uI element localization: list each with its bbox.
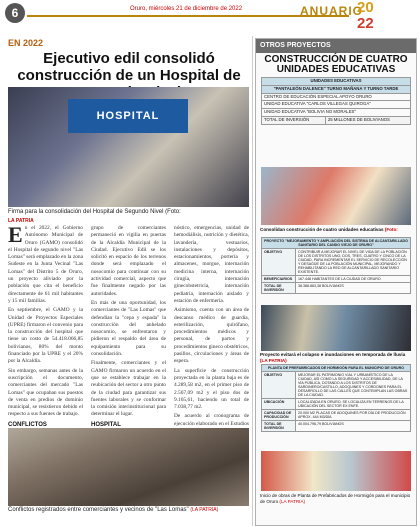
table-cell: UNIDADES EDUCATIVAS bbox=[262, 78, 411, 86]
paragraph: En más de una oportunidad, los comerciantes de "Las Lomas" que defendían la "cepa y espada" la construcción del anhelado nosocomio, se enfrentaron y pidieron el respaldo del área de equipamiento para su consolidación. bbox=[91, 299, 166, 358]
paragraph: nóstico, emergencias, unidad de hemodiálisis, nutrición y dietética, lavandería, vestuarios, instalaciones y depósitos, estacionamientos, portería y almacenes, morgue, internación medicina interna, internación cirugía, internación ginecobstetricia, internación pediatría, internación aislado y estación de enfermería. bbox=[174, 225, 249, 304]
plant-table bbox=[261, 364, 411, 432]
sidebar-header: OTROS PROYECTOS bbox=[256, 39, 416, 53]
table-cell: LOCALIZADA EN ORURO, SE LOCALIZA EN TERRENOS DE LA UBICACIÓN DEL SECTOR EX ENFE. bbox=[296, 399, 411, 410]
sewer-table bbox=[261, 237, 411, 294]
table-cell: MEJORAR EL PATRIMONIO VIAL Y URBANÍSTICO DE LA CIUDAD, ASÍ COMO LA SEGURIDAD Y ACCESIBILIDAD, DE LA VÍA PÚBLICA, DOTANDO A LOS DISTRITOS DE SARDINERO/CASTILLO, ADOQUINES Y CORDONES PARA EL DESARROLLO DE LAS CALLES QUE CONTEMPLAN LAS OBRAS DE LA CIUDAD. bbox=[296, 372, 411, 399]
table-cell: BENEFICIARIOS bbox=[262, 276, 296, 283]
sewer-caption-src: (LA PATRIA) bbox=[260, 358, 287, 363]
paragraph: Finalmente, comerciantes y el GAMO firmaron un acuerdo en el que se establece trabajar en la reubicación del sector a otro punto de la ciudad para garantizar sus fuentes laborales y se conformar la comisión interinstitucional para determinar el lugar. bbox=[91, 360, 166, 418]
year-logo bbox=[357, 0, 413, 34]
column-divider bbox=[252, 36, 253, 526]
table-cell: 38.388.863,38 BOLIVIANOS bbox=[296, 283, 411, 294]
plant-caption-text: Inicio de obras de Planta de Prefabricados de Hormigón para el municipio de Oruro bbox=[260, 493, 411, 504]
photo-sign: HOSPITAL bbox=[68, 99, 188, 133]
table-cell: PLANTA DE PREFABRICADOS DE HORMIGÓN PARA EL MUNICIPIO DE ORURO bbox=[262, 365, 411, 372]
table-cell: TOTAL DE INVERSIÓN bbox=[262, 283, 296, 294]
photo2-caption bbox=[8, 507, 249, 513]
year-bottom: 22 bbox=[357, 15, 374, 32]
sidebar-title: CONSTRUCCIÓN DE CUATRO UNIDADES EDUCATIVAS bbox=[264, 54, 408, 75]
paragraph: Sin embargo, semanas antes de la suscripción el documento, comerciantes del mercado "Las Lomas" que ocupaban sus puestos de venta en predios de dominio municipal, se resistieron debido el respecto a sus fuentes de trabajo. bbox=[8, 367, 83, 418]
plant-caption bbox=[260, 493, 414, 505]
photo2-caption-src: (LA PATRIA) bbox=[190, 507, 219, 513]
sewer-caption-text: Proyecto evitará el colapso e inundaciones en temporada de lluvia bbox=[260, 352, 406, 357]
table-cell: 20.000 M2 PLACAS DE ADOQUINES POR DÍA DE PRODUCCIÓN APROX. 444 M3/DÍA bbox=[296, 410, 411, 421]
subheading: CONFLICTOS bbox=[8, 421, 47, 428]
photo-caption-text: Firma para la consolidación del Hospital de Segundo Nivel bbox=[8, 209, 164, 215]
table-cell: "PANTALEÓN DALENCE" TURNO MAÑANA Y TURNO TARDE bbox=[262, 85, 411, 93]
schools-caption bbox=[260, 227, 414, 233]
paragraph: grupo de comerciantes permaneció en vigilia en puertas de la Alcaldía Municipal de la Ciudad. Ejecutivo Edil se los solicitó en espacio de los terrenos donde será emplazado el nosocomio para continuar con su actividad comercial, aspecto que fue finalmente negado por las autoridades. bbox=[91, 225, 166, 297]
column-3 bbox=[174, 225, 249, 426]
sewer-caption bbox=[260, 352, 414, 364]
plant-caption-src: (LA PATRIA) bbox=[279, 499, 306, 504]
headline: Ejecutivo edil consolidó construcción de un Hospital de bbox=[17, 50, 241, 84]
column-1 bbox=[8, 222, 83, 428]
table-cell: CENTRO DE EDUCACIÓN ESPECIAL APOYO ORURO bbox=[262, 93, 411, 101]
sewer-photo bbox=[261, 305, 411, 351]
paragraph: De acuerdo al cronograma de ejecución elaborado en el Estudios bbox=[174, 413, 249, 427]
plant-photo bbox=[261, 451, 411, 491]
table-cell: CONTRIBUIR A MEJORAR EL NIVEL DE VIDA DE LA POBLACIÓN DE LOS DISTRITOS UNO, DOS, TRES, CUATRO Y CINCO DE LA CIUDAD, PARA INCREMENTAR EL SERVICIO DE RECOLECCIÓN Y DESAGÜE DE LA POBLACIÓN MUNICIPAL, MEJORANDO Y REHABILITANDO LA RED DE ALCANTARILLADO SANITARIO EXISTENTE. bbox=[296, 249, 411, 276]
table-cell: OBJETIVO bbox=[262, 249, 296, 276]
conflict-photo bbox=[8, 428, 249, 506]
schools-table bbox=[261, 77, 411, 125]
dateline: Oruro, miércoles 21 de diciembre de 2022 bbox=[130, 6, 243, 12]
table-cell: 25 MILLONES DE BOLIVIANOS bbox=[325, 116, 410, 124]
sidebar-box bbox=[255, 38, 417, 526]
year-top: 20 bbox=[357, 0, 374, 16]
source-tag: LA PATRIA bbox=[8, 218, 34, 224]
table-cell: 40.004.796,79 BOLIVIANOS bbox=[296, 421, 411, 432]
article-body bbox=[8, 222, 250, 428]
table-cell: UBICACIÓN bbox=[262, 399, 296, 410]
section-label: EN 2022 bbox=[8, 38, 44, 48]
table-cell: TOTAL DE INVERSIÓN bbox=[262, 116, 326, 124]
table-cell: OBJETIVO bbox=[262, 372, 296, 399]
schools-photo bbox=[261, 167, 411, 225]
table-cell: 167.448 HABITANTES DE LA CIUDAD DE ORURO bbox=[296, 276, 411, 283]
table-cell: UNIDAD EDUCATIVA "CARLOS VILLEGAS QUIROGA" bbox=[262, 101, 411, 109]
paragraph: La superficie de construcción proyectada en la planta baja es de 4.289,58 m2, en el primer piso de 2.567,09 m2 y el piso dos de 9.165,61, haciendo un total de 7.038,77 m2. bbox=[174, 367, 249, 411]
photo-caption-src: (Foto: bbox=[165, 209, 181, 215]
table-cell: TOTAL DE INVERSIÓN bbox=[262, 421, 296, 432]
anuario-label: ANUARIO bbox=[300, 4, 363, 18]
schools-caption-src: (Foto: bbox=[384, 227, 398, 232]
subheading: HOSPITAL bbox=[91, 421, 121, 428]
column-2 bbox=[91, 225, 166, 426]
photo-caption bbox=[8, 209, 249, 216]
table-cell: UNIDAD EDUCATIVA "BOLIVIA NO MORALES" bbox=[262, 109, 411, 117]
page-header bbox=[0, 0, 420, 36]
table-cell: CAPACIDAD DE PRODUCCIÓN bbox=[262, 410, 296, 421]
paragraph: En septiembre, el GAMO y la Unidad de Proyectos Especiales (UPRE) firmaron el convenio para la construcción del hospital que tiene un costo de 54.418.066,85 bolivianos, 80% del monto financiado por la UPRE y el 20% por la Alcaldía. bbox=[8, 307, 83, 365]
drop-cap: E bbox=[8, 222, 23, 247]
paragraph: Asimismo, cuenta con un área de descanso médico de guardia, esterilización, quirófano, procedimientos médicos y personal, de partos y procedimientos gineco obstétricos, pasillos, circulaciones y áreas de espera. bbox=[174, 307, 250, 365]
hospital-signing-photo bbox=[8, 87, 249, 207]
photo2-caption-text: Conflictos registrados entre comerciantes y vecinos de "Las Lomas" bbox=[8, 507, 189, 513]
page-number: 6 bbox=[5, 3, 25, 23]
paragraph: n el 2022, el Gobierno Autónomo Municipal de Oruro (GAMO) consolidó el Hospital de segundo nivel "Las Lomas" será emplazado en la zona Sudeste en la Junta Vecinal "Las Lomas" del Distrito 5 de Oruro, un proyecto aliviado por la población que cita el beneficio directamente de 61 mil habitantes y 15 mil familias. bbox=[8, 225, 83, 304]
schools-caption-text: Consolidan construcción de cuatro unidades educativas bbox=[260, 227, 384, 232]
table-cell: PROYECTO "MEJORAMIENTO Y AMPLIACIÓN DEL SISTEMA DE ALCANTARILLADO SANITARIO DEL CANDO VIEJO DE ORURO" bbox=[262, 238, 411, 249]
